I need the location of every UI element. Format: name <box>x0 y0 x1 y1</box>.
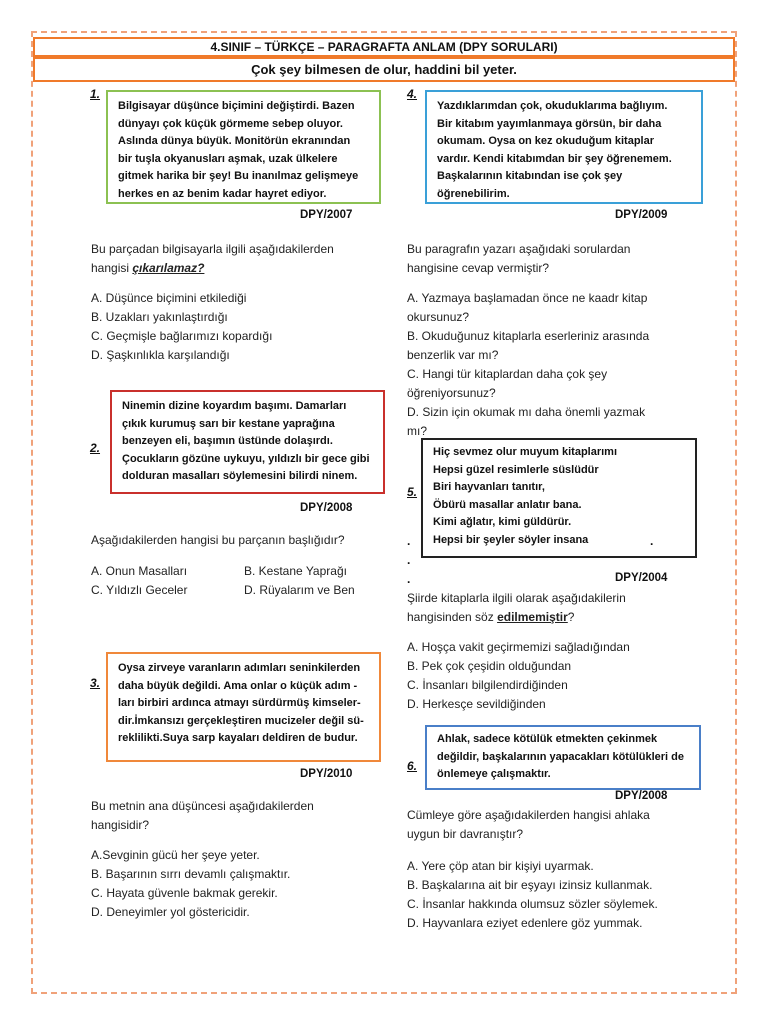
passage-line: Ahlak, sadece kötülük etmekten çekinmek <box>437 733 658 745</box>
passage-line: reklilikti.Suya sarp kayaları deldiren de budur. <box>118 732 358 744</box>
passage-line: Başkalarının kitabından ise çok şey <box>437 170 623 182</box>
motto: Çok şey bilmesen de olur, haddini bil yeter. <box>33 57 735 82</box>
option-b[interactable]: B. Başarının sırrı devamlı çalışmaktır. <box>91 867 291 881</box>
option-a[interactable]: A. Hoşça vakit geçirmemizi sağladığından <box>407 640 630 654</box>
question-5-options <box>407 638 630 714</box>
question-4-passage <box>425 90 703 204</box>
option-d[interactable]: D. Sizin için okumak mı daha önemli yazmak <box>407 405 646 419</box>
question-5-source: DPY/2004 <box>615 572 668 584</box>
question-6-passage <box>425 725 701 790</box>
question-5-number: 5. <box>407 485 418 499</box>
dot-mark: . <box>650 534 654 548</box>
option-d[interactable]: D. Deneyimler yol göstericidir. <box>91 905 250 919</box>
passage-line: Bilgisayar düşünce biçimini değiştirdi. Bazen <box>118 100 355 112</box>
passage-line: dünyayı çok küçük görmeme sebep oluyor. <box>118 117 343 130</box>
option-d[interactable]: D. Hayvanlara eziyet edenlere göz yummak. <box>407 916 643 930</box>
passage-line: dir.İmkansızı gerçekleştiren mucizeler değil sü- <box>118 714 364 727</box>
stem-line: Cümleye göre aşağıdakilerden hangisi ahlaka <box>407 808 650 822</box>
passage-line: gitmek harika bir şey! Bu inanılmaz gelişmeye <box>118 170 359 182</box>
dot-mark: . <box>407 553 411 567</box>
option-a[interactable]: A. Onun Masalları <box>91 564 188 578</box>
passage-line: Aslında dünya büyük. Monitörün ekranından <box>118 135 351 147</box>
question-3-stem <box>91 797 314 835</box>
option-d[interactable]: D. Herkesçe sevildiğinden <box>407 697 546 711</box>
stem-line: Şiirde kitaplarla ilgili olarak aşağıdakilerin <box>407 591 626 605</box>
option-c[interactable]: C. Yıldızlı Geceler <box>91 583 188 597</box>
question-4-options <box>407 289 649 441</box>
option-a[interactable]: A.Sevginin gücü her şeye yeter. <box>91 848 260 862</box>
passage-line: değildir, başkalarının yapacakları kötülükleri de <box>437 750 684 763</box>
question-3-options <box>91 846 290 922</box>
passage-line: önlemeye çalışmaktır. <box>437 768 551 780</box>
option-a-cont[interactable]: okursunuz? <box>407 310 470 324</box>
passage-line: ları birbiri ardınca atmayı sürdürmüş kimseler- <box>118 697 361 709</box>
option-c-cont[interactable]: öğreniyorsunuz? <box>407 386 496 400</box>
option-b-cont[interactable]: benzerlik var mı? <box>407 348 499 362</box>
passage-line: Yazdıklarımdan çok, okuduklarıma bağlıyım. <box>437 100 668 112</box>
option-c[interactable]: C. Hayata güvenle bakmak gerekir. <box>91 886 278 900</box>
question-3-source: DPY/2010 <box>300 768 353 780</box>
stem-line: Bu parçadan bilgisayarla ilgili aşağıdakilerden <box>91 242 334 256</box>
question-2-stem <box>91 531 345 550</box>
option-b[interactable]: B. Pek çok çeşidin olduğundan <box>407 659 572 673</box>
stem-emphasis: çıkarılamaz? <box>132 261 205 275</box>
question-3-number: 3. <box>90 676 101 690</box>
passage-line: Oysa zirveye varanların adımları seninkilerden <box>118 662 361 674</box>
passage-line: Kimi ağlatır, kimi güldürür. <box>433 516 572 528</box>
question-5-stem <box>407 589 626 627</box>
passage-line: Biri hayvanları tanıtır, <box>433 481 545 493</box>
question-6-source: DPY/2008 <box>615 790 668 802</box>
stem-text: hangisinden söz <box>407 610 498 624</box>
stem-text-end: ? <box>567 610 575 624</box>
question-2-source: DPY/2008 <box>300 502 353 514</box>
question-5-passage <box>421 438 697 558</box>
option-c[interactable]: C. İnsanları bilgilendirdiğinden <box>407 678 568 692</box>
stem-line: uygun bir davranıştır? <box>407 827 524 841</box>
option-c[interactable]: C. Hangi tür kitaplardan daha çok şey <box>407 367 608 381</box>
stem-line: hangisine cevap vermiştir? <box>407 261 550 275</box>
passage-line: herkes en az benim kadar hayret ediyor. <box>118 187 327 200</box>
stem-emphasis: edilmemiştir <box>497 610 568 624</box>
passage-line: Ninemin dizine koyardım başımı. Damarları <box>122 400 347 412</box>
stem-line: Bu metnin ana düşüncesi aşağıdakilerden <box>91 799 314 813</box>
passage-line: okumam. Oysa on kez okuduğum kitaplar <box>437 135 654 147</box>
option-a[interactable]: A. Yere çöp atan bir kişiyi uyarmak. <box>407 859 594 873</box>
question-2-number: 2. <box>90 441 101 455</box>
option-a[interactable]: A. Yazmaya başlamadan önce ne kaadr kitap <box>407 291 648 305</box>
passage-line: Hepsi bir şeyler söyler insana <box>433 533 589 546</box>
question-3-passage <box>106 652 381 762</box>
passage-line: Çocukların gözüne uykuyu, yıldızlı bir gece gibi <box>122 452 370 465</box>
dot-mark: . <box>407 534 411 548</box>
stem-line <box>407 608 626 627</box>
option-b[interactable]: B. Kestane Yaprağı <box>244 564 347 578</box>
question-6-options <box>407 857 658 933</box>
dot-mark: . <box>407 572 411 586</box>
question-4-source: DPY/2009 <box>615 209 668 221</box>
stem-text: hangisi <box>91 261 133 275</box>
question-1-stem <box>91 240 334 278</box>
question-4-number: 4. <box>407 87 418 101</box>
passage-line: Hiç sevmez olur muyum kitaplarımı <box>433 446 618 458</box>
question-6-stem <box>407 806 650 844</box>
question-1-passage <box>106 90 381 204</box>
question-6-number: 6. <box>407 759 418 773</box>
passage-line: vardır. Kendi kitabımdan bir şey öğrenemem. <box>437 152 672 165</box>
passage-line: bir tuşla okyanusları aşmak, uzak ülkelere <box>118 152 338 165</box>
stem-line: Bu paragrafın yazarı aşağıdaki sorulardan <box>407 242 631 256</box>
question-1-number: 1. <box>90 87 101 101</box>
question-1-source: DPY/2007 <box>300 209 353 221</box>
passage-line: daha büyük değildi. Ama onlar o küçük adım - <box>118 679 358 692</box>
option-c[interactable]: C. İnsanlar hakkında olumsuz sözler söylemek. <box>407 897 658 911</box>
option-c[interactable]: C. Geçmişle bağlarımızı kopardığı <box>91 329 273 343</box>
passage-line: Bir kitabım yayımlanmaya görsün, bir daha <box>437 117 662 130</box>
stem-line: hangisidir? <box>91 818 150 832</box>
passage-line: Öbürü masallar anlatır bana. <box>433 498 582 511</box>
question-2-passage <box>110 390 385 494</box>
option-b[interactable]: B. Başkalarına ait bir eşyayı izinsiz kullanmak. <box>407 878 653 892</box>
option-a[interactable]: A. Düşünce biçimini etkilediği <box>91 291 247 305</box>
passage-line: öğrenebilirim. <box>437 187 510 200</box>
passage-line: Hepsi güzel resimlerle süslüdür <box>433 463 599 476</box>
option-b[interactable]: B. Uzakları yakınlaştırdığı <box>91 310 228 324</box>
passage-line: benzeyen eli, başımın üstünde dolaşırdı. <box>122 435 333 447</box>
option-d[interactable]: D. Şaşkınlıkla karşılandığı <box>91 348 230 362</box>
stem-line <box>91 259 334 278</box>
stem-line: Aşağıdakilerden hangisi bu parçanın başlığıdır? <box>91 533 345 547</box>
question-4-stem <box>407 240 630 278</box>
page-title: 4.SINIF – TÜRKÇE – PARAGRAFTA ANLAM (DPY SORULARI) <box>33 37 735 57</box>
question-1-options <box>91 289 272 365</box>
option-d-cont[interactable]: mı? <box>407 424 428 438</box>
passage-line: dolduran masalları söylemesini bilirdi ninem. <box>122 470 358 482</box>
passage-line: çıkık kurumuş sarı bir kestane yaprağına <box>122 417 335 430</box>
option-b[interactable]: B. Okuduğunuz kitaplarla eserleriniz arasında <box>407 329 650 343</box>
option-d[interactable]: D. Rüyalarım ve Ben <box>244 583 355 597</box>
